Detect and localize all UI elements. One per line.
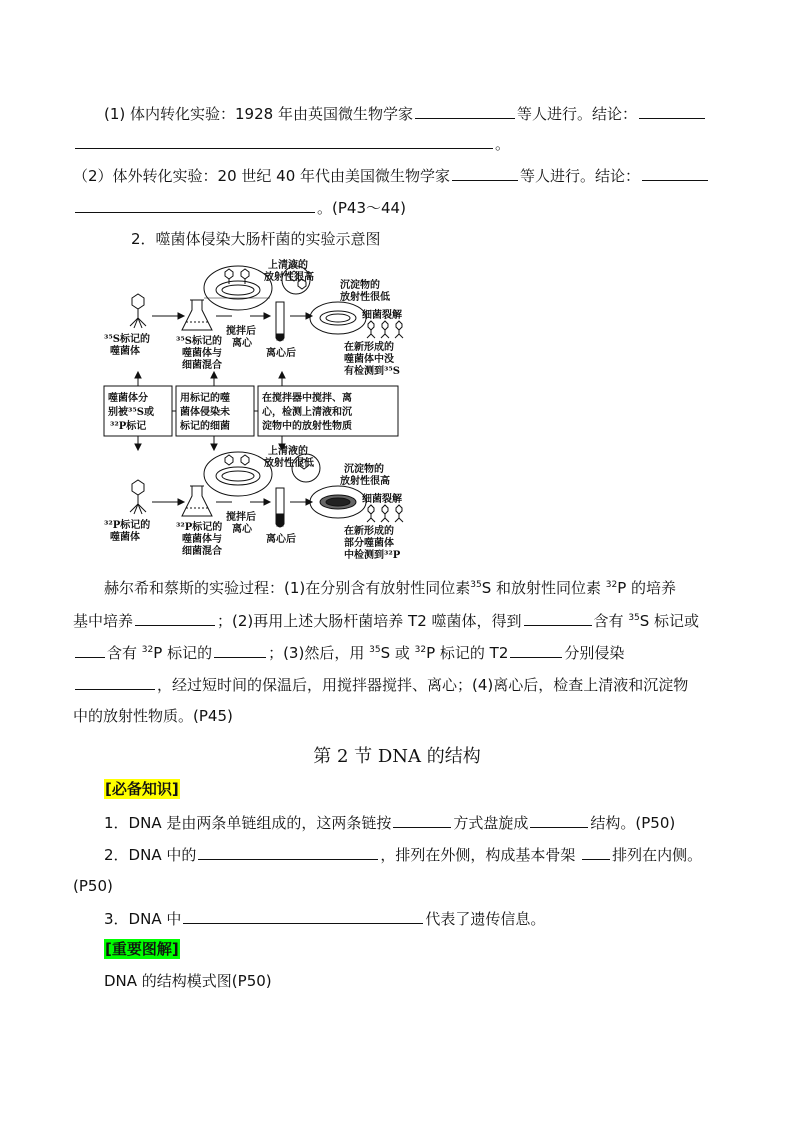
box2-2: 菌体侵染未 bbox=[180, 407, 230, 418]
flask-icon-bottom bbox=[182, 486, 212, 516]
top-stir-2: 离心 bbox=[232, 338, 252, 349]
top-stir-1: 搅拌后 bbox=[226, 326, 256, 337]
bot-mix-1: ³²P标记的 bbox=[176, 522, 223, 533]
progeny-phages-bottom bbox=[367, 505, 403, 522]
k3-line bbox=[104, 908, 545, 929]
process-text-3f: 分别侵染 bbox=[564, 644, 625, 662]
precipitate-circle-top bbox=[310, 302, 366, 334]
q1-blank-conclusion[interactable] bbox=[639, 103, 705, 119]
k2-text-a: 2．DNA 中的 bbox=[104, 846, 197, 864]
flask-icon-top bbox=[182, 300, 212, 330]
process-text-2d: S 标记或 bbox=[639, 612, 700, 630]
process-line5: 中的放射性物质。(P45) bbox=[73, 707, 233, 725]
sup-32-c: 32 bbox=[414, 645, 427, 655]
top-phage-1: ³⁵S标记的 bbox=[104, 334, 150, 345]
q1-blank-conclusion-cont[interactable] bbox=[75, 133, 493, 149]
q1-mid: 等人进行。结论： bbox=[516, 105, 637, 123]
bot-supernatant-2: 放射性很低 bbox=[264, 458, 314, 469]
centrifuge-tube-top bbox=[276, 302, 284, 341]
box1-1: 噬菌体分 bbox=[108, 393, 148, 404]
q2-line2 bbox=[73, 197, 406, 218]
bot-result-2: 部分噬菌体 bbox=[344, 538, 394, 549]
bacterium-magnified-top bbox=[204, 266, 272, 310]
bot-stir-2: 离心 bbox=[232, 524, 252, 535]
process-line4 bbox=[73, 674, 688, 695]
q2-blank-conclusion-cont[interactable] bbox=[75, 197, 315, 213]
process-text-4a: ，经过短时间的保温后，用搅拌器搅拌、离心；(4)离心后，检查上清液和沉淀物 bbox=[157, 676, 689, 694]
top-centrifuged: 离心后 bbox=[266, 348, 296, 359]
k2-blank-1[interactable] bbox=[198, 844, 378, 860]
box3-2: 心，检测上清液和沉 bbox=[262, 407, 352, 418]
process-text-3c: ；(3)然后，用 bbox=[268, 644, 365, 662]
k2-text-b: ，排列在外侧，构成基本骨架 bbox=[380, 846, 576, 864]
top-mix-3: 细菌混合 bbox=[182, 360, 222, 371]
process-text-1b: S 和放射性同位素 bbox=[481, 579, 601, 597]
top-supernatant-2: 放射性很高 bbox=[264, 272, 314, 283]
figure-caption: DNA 的结构模式图(P50) bbox=[104, 972, 272, 990]
progeny-phages-top bbox=[367, 321, 403, 338]
q1-blank-scientist[interactable] bbox=[415, 103, 515, 119]
sup-35-b: 35 bbox=[628, 613, 640, 623]
tag-important-figure: [重要图解] bbox=[105, 940, 179, 958]
bot-result-1: 在新形成的 bbox=[344, 526, 394, 537]
blank-or[interactable] bbox=[75, 642, 105, 658]
bot-lysis: 细菌裂解 bbox=[362, 494, 402, 505]
process-text-3d: S 或 bbox=[380, 644, 410, 662]
process-text-1c: P 的培养 bbox=[617, 579, 677, 597]
process-text-1a: 赫尔希和蔡斯的实验过程：(1)在分别含有放射性同位素 bbox=[104, 579, 471, 597]
phage-experiment-diagram bbox=[100, 258, 420, 568]
blank-phage-1[interactable] bbox=[524, 610, 592, 626]
bacterium-magnified-bottom bbox=[204, 452, 272, 496]
bot-precip-2: 放射性很高 bbox=[340, 476, 390, 487]
top-precip-1: 沉淀物的 bbox=[340, 280, 380, 291]
sup-32-b: 32 bbox=[141, 645, 154, 655]
k1-blank-2[interactable] bbox=[530, 812, 588, 828]
box2-1: 用标记的噬 bbox=[180, 393, 230, 404]
k1-blank-1[interactable] bbox=[393, 812, 451, 828]
q2-blank-scientist[interactable] bbox=[452, 165, 518, 181]
q2-blank-conclusion[interactable] bbox=[642, 165, 708, 181]
q2-text: （2）体外转化实验：20 世纪 40 年代由美国微生物学家 bbox=[73, 167, 451, 185]
bot-supernatant-1: 上清液的 bbox=[268, 446, 308, 457]
top-mix-1: ³⁵S标记的 bbox=[176, 336, 222, 347]
process-line3 bbox=[73, 642, 624, 663]
q1-line bbox=[104, 103, 707, 124]
centrifuge-tube-bottom bbox=[276, 488, 284, 527]
top-precip-2: 放射性很低 bbox=[340, 292, 390, 303]
sup-32-a: 32 bbox=[605, 580, 618, 590]
k2-text-c: 排列在内侧。 bbox=[612, 846, 703, 864]
bot-phage-2: 噬菌体 bbox=[110, 532, 140, 543]
box1-3: ³²P标记 bbox=[110, 421, 147, 432]
q2-mid: 等人进行。结论： bbox=[520, 167, 641, 185]
k1-text-b: 方式盘旋成 bbox=[453, 814, 529, 832]
tag-required-knowledge: [必备知识] bbox=[105, 780, 179, 798]
bot-mix-3: 细菌混合 bbox=[182, 546, 222, 557]
q2-line bbox=[73, 165, 710, 186]
bot-centrifuged: 离心后 bbox=[266, 534, 296, 545]
k1-text-a: 1．DNA 是由两条单链组成的，这两条链按 bbox=[104, 814, 392, 832]
q1-text: (1) 体内转化实验：1928 年由英国微生物学家 bbox=[104, 105, 413, 123]
box3-3: 淀物中的放射性物质 bbox=[262, 421, 352, 432]
blank-phage-2[interactable] bbox=[214, 642, 266, 658]
k2-line bbox=[104, 844, 702, 865]
q1-line2 bbox=[73, 133, 510, 154]
blank-bacteria[interactable] bbox=[75, 674, 155, 690]
top-result-1: 在新形成的 bbox=[344, 342, 394, 353]
top-result-3: 有检测到³⁵S bbox=[344, 366, 400, 377]
bot-mix-2: 噬菌体与 bbox=[182, 534, 222, 545]
process-line1 bbox=[104, 578, 676, 598]
sup-35-c: 35 bbox=[369, 645, 381, 655]
k3-text-a: 3．DNA 中 bbox=[104, 910, 182, 928]
q2-end: 。(P43～44) bbox=[317, 199, 406, 217]
k2-page-ref: (P50) bbox=[73, 877, 113, 895]
k3-blank[interactable] bbox=[183, 908, 423, 924]
bot-result-3: 中检测到³²P bbox=[344, 550, 401, 561]
k2-blank-2[interactable] bbox=[582, 844, 610, 860]
process-text-3e: P 标记的 T2 bbox=[426, 644, 509, 662]
item2-title: 2．噬菌体侵染大肠杆菌的实验示意图 bbox=[131, 230, 381, 248]
blank-medium[interactable] bbox=[135, 610, 215, 626]
bot-phage-1: ³²P标记的 bbox=[104, 520, 151, 531]
process-text-3b: P 标记的 bbox=[153, 644, 213, 662]
k1-line bbox=[104, 812, 675, 833]
k1-text-c: 结构。(P50) bbox=[590, 814, 676, 832]
blank-phage-3[interactable] bbox=[510, 642, 562, 658]
process-text-2b: ；(2)再用上述大肠杆菌培养 T2 噬菌体，得到 bbox=[217, 612, 522, 630]
phage-icon-bottom bbox=[130, 480, 146, 514]
box2-3: 标记的细菌 bbox=[180, 421, 230, 432]
top-supernatant-1: 上清液的 bbox=[268, 260, 308, 271]
bot-precip-1: 沉淀物的 bbox=[344, 464, 384, 475]
q1-end: 。 bbox=[495, 135, 511, 153]
process-text-2c: 含有 bbox=[593, 612, 624, 630]
sup-35-a: 35 bbox=[470, 580, 482, 590]
section-title: 第 2 节 DNA 的结构 bbox=[313, 746, 481, 767]
process-text-3a: 含有 bbox=[107, 644, 138, 662]
bot-stir-1: 搅拌后 bbox=[226, 512, 256, 523]
top-mix-2: 噬菌体与 bbox=[182, 348, 222, 359]
box1-2: 别被³⁵S或 bbox=[108, 407, 154, 418]
top-lysis: 细菌裂解 bbox=[362, 310, 402, 321]
phage-icon-top bbox=[130, 294, 146, 328]
top-result-2: 噬菌体中没 bbox=[344, 354, 394, 365]
box3-1: 在搅拌器中搅拌、离 bbox=[262, 393, 352, 404]
process-line2 bbox=[73, 610, 699, 631]
process-text-2a: 基中培养 bbox=[73, 612, 134, 630]
k3-text-b: 代表了遗传信息。 bbox=[425, 910, 546, 928]
top-phage-2: 噬菌体 bbox=[110, 346, 140, 357]
